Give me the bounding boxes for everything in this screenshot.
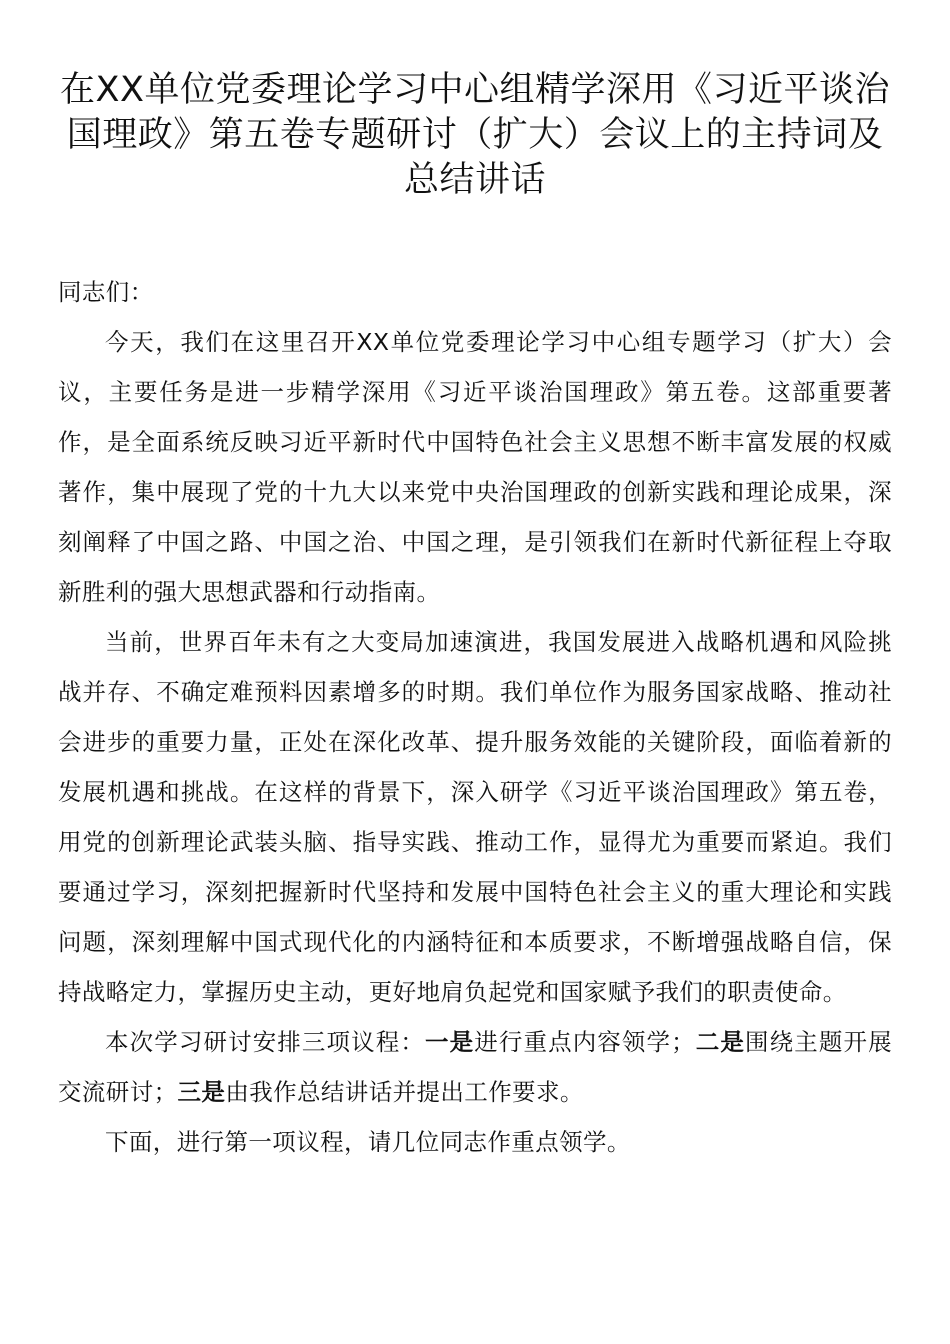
title-line-3: 总结讲话 <box>403 160 546 200</box>
paragraph-background: 当前，世界百年未有之大变局加速演进，我国发展进入战略机遇和风险挑战并存、不确定难预料因素增多的时期。我们单位作为服务国家战略、推动社会进步的重要力量，正处在深化改革、提升服务效能的关键阶段，面临着新的发展机遇和挑战。在这样的背景下，深入研学《习近平谈治国理政》第五卷，用党的创新理论武装头脑、指导实践、推动工作，显得尤为重要而紧迫。我们要通过学习，深刻把握新时代坚持和发展中国特色社会主义的重大理论和实践问题，深刻理解中国式现代化的内涵特征和本质要求，不断增强战略自信，保持战略定力，掌握历史主动，更好地肩负起党和国家赋予我们的职责使命。 <box>58 628 892 1006</box>
paragraph-next-step: 下面，进行第一项议程，请几位同志作重点领学。 <box>105 1128 631 1156</box>
salutation: 同志们： <box>58 278 154 306</box>
agenda-item-2-text: 围绕主题开展交流研讨； <box>58 1028 892 1106</box>
title-line-2: 国理政》第五卷专题研讨（扩大）会议上的主持词及 <box>66 115 884 155</box>
document-body <box>58 267 892 1167</box>
document-title <box>58 68 892 203</box>
agenda-item-3-label: 三是 <box>177 1078 226 1106</box>
paragraph-intro: 今天，我们在这里召开XX单位党委理论学习中心组专题学习（扩大）会议，主要任务是进一步精学深用《习近平谈治国理政》第五卷。这部重要著作，是全面系统反映习近平新时代中国特色社会主义思想不断丰富发展的权威著作，集中展现了党的十九大以来党中央治国理政的创新实践和理论成果，深刻阐释了中国之路、中国之治、中国之理，是引领我们在新时代新征程上夺取新胜利的强大思想武器和行动指南。 <box>58 328 892 606</box>
agenda-item-3-text: 由我作总结讲话并提出工作要求。 <box>225 1078 584 1106</box>
agenda-item-2-label: 二是 <box>695 1028 746 1056</box>
paragraph-agenda <box>58 1017 892 1117</box>
agenda-lead: 本次学习研讨安排三项议程： <box>105 1028 425 1056</box>
title-line-1: 在XX单位党委理论学习中心组精学深用《习近平谈治 <box>60 70 890 110</box>
document-page <box>58 68 892 1167</box>
agenda-item-1-text: 进行重点内容领学； <box>474 1028 696 1056</box>
agenda-item-1-label: 一是 <box>425 1028 475 1056</box>
